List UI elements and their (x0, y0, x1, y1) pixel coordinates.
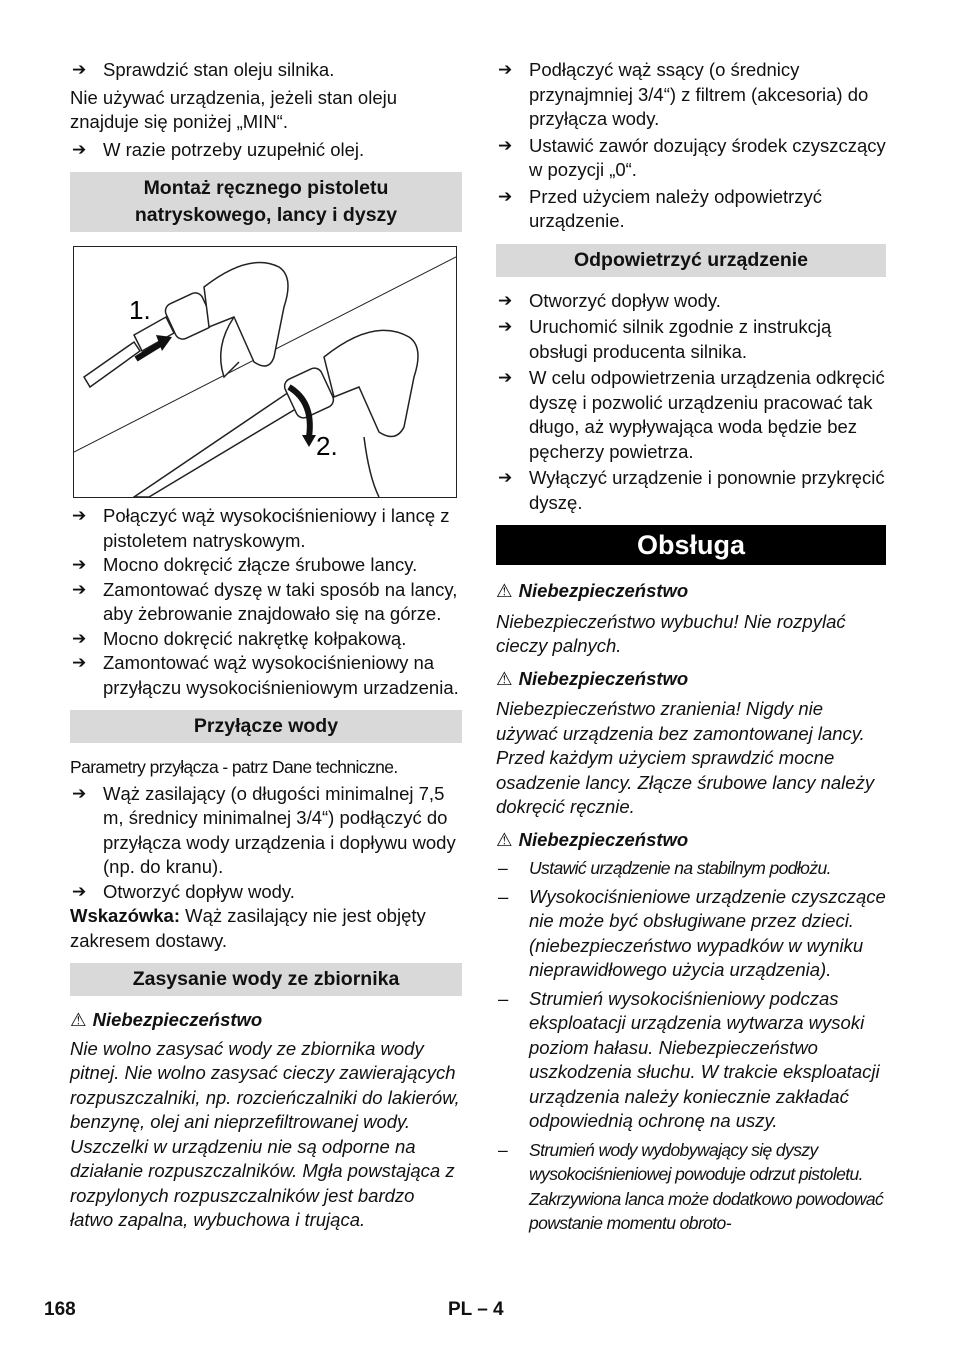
spray-gun-illustration (74, 247, 456, 497)
arrow-icon: ➔ (72, 555, 87, 574)
arrow-icon: ➔ (72, 881, 87, 901)
list-item: ➔ Podłączyć wąż ssący (o średnicy przynajmniej 3/4“) z filtrem (akcesoria) do przyłącza wody. (498, 59, 869, 129)
arrow-icon: ➔ (72, 783, 87, 803)
arrow-icon: ➔ (72, 139, 87, 159)
section-heading-mount: Montaż ręcznego pistoletu natryskowego, lancy i dyszy (70, 172, 462, 232)
arrow-icon: ➔ (72, 653, 87, 672)
list-item: – Strumień wysokociśnieniowy podczas eksploatacji urządzenia wytwarza wysoki poziom hałasu. Niebezpieczeństwo uszkodzenia słuchu. W trakcie eksploatacji urządzenia należy koniecznie zakładać odpowiednią ochronę na uszy. (498, 987, 880, 1131)
warning-triangle-icon: ⚠ (496, 667, 513, 689)
list-item: – Strumień wody wydobywający się dyszy wysokociśnieniowej powoduje odrzut pistoletu. Zakrzywiona lanca może dodatkowo powodować powstanie momentu obroto- (498, 1139, 884, 1233)
page-number: 168 (44, 1299, 76, 1320)
danger-label: ⚠ Niebezpieczeństwo (496, 667, 689, 689)
warning-triangle-icon: ⚠ (496, 828, 513, 850)
left-column (70, 58, 462, 1233)
arrow-icon: ➔ (498, 186, 513, 206)
arrow-icon: ➔ (498, 368, 513, 387)
list-item: ➔ Otworzyć dopływ wody. (70, 880, 462, 905)
right-column (496, 58, 886, 1236)
danger-text-injury: Niebezpieczeństwo zranienia! Nigdy nie używać urządzenia bez zamontowanej lancy. Przed każdym użyciem sprawdzić mocne osadzenie lancy. Złącze śrubowe lancy należy dokręcić ręcznie. (496, 698, 875, 817)
note-label: Wskazówka: (70, 905, 181, 926)
figure-label-2: 2. (316, 431, 338, 461)
tank-warning-text: Nie wolno zasysać wody ze zbiornika wody pitnej. Nie wolno zasysać cieczy zawierających rozpuszczalniki, np. rozcieńczalniki do lakierów, benzynę, olej ani nieprzefiltrowanej wody. Uszczelki w urządzeniu nie są odporne na działanie rozpuszczalników. Mgła powstająca z rozpylonych rozpuszczalników jest bardzo łatwo zapalna, wybuchowa i trująca. (70, 1037, 460, 1230)
section-heading-vent: Odpowietrzyć urządzenie (496, 244, 886, 277)
list-item: ➔ Przed użyciem należy odpowietrzyć urządzenie. (498, 185, 823, 231)
arrow-icon: ➔ (498, 290, 513, 310)
language-page-label: PL – 4 (448, 1299, 504, 1320)
spray-gun-upper (84, 263, 288, 388)
arrow-icon: ➔ (498, 468, 513, 487)
mount-steps (70, 504, 462, 700)
list-item: ➔ Wąż zasilający (o długości minimalnej 7,5 m, średnicy minimalnej 3/4“) podłączyć do przyłącza wody urządzenia i dopływu wody (np. do kranu). (72, 782, 456, 877)
note-text: Wąż zasilający nie jest objęty zakresem dostawy. (70, 905, 426, 951)
warning-triangle-icon: ⚠ (496, 580, 513, 601)
list-item: – Wysokociśnieniowe urządzenie czyszczące nie może być obsługiwane przez dzieci. (niebezpieczeństwo wypadków w wyniku nieprawidłowego użycia urządzenia). (498, 885, 886, 980)
figure-spray-gun-assembly (73, 246, 457, 498)
spray-gun-lower (134, 330, 418, 497)
list-item: ➔ Otworzyć dopływ wody. (496, 289, 886, 314)
list-item: ➔ Wyłączyć urządzenie i ponownie przykręcić dyszę. (498, 467, 885, 513)
danger-label: ⚠ Niebezpieczeństwo (70, 1009, 263, 1030)
step-refill-oil: ➔ W razie potrzeby uzupełnić olej. (70, 138, 462, 163)
section-heading-tank: Zasysanie wody ze zbiornika (70, 963, 462, 996)
figure-label-1: 1. (129, 295, 151, 325)
arrow-icon: ➔ (72, 60, 87, 79)
section-heading-operation: Obsługa (496, 525, 886, 565)
section-heading-water: Przyłącze wody (70, 710, 462, 743)
warning-triangle-icon: ⚠ (70, 1009, 87, 1030)
arrow-icon: ➔ (72, 579, 87, 599)
list-item: ➔ Mocno dokręcić nakrętkę kołpakową. (70, 627, 462, 652)
list-item: ➔ Zamontować wąż wysokociśnieniowy na przyłączu wysokociśnieniowym urzadzenia. (72, 652, 459, 698)
list-item: ➔ Połączyć wąż wysokociśnieniowy i lancę z pistoletem natryskowym. (72, 505, 450, 551)
danger-text-explosion: Niebezpieczeństwo wybuchu! Nie rozpylać cieczy palnych. (496, 610, 846, 656)
arrow-icon: ➔ (498, 135, 513, 155)
danger-label: ⚠ Niebezpieczeństwo (496, 580, 689, 601)
arrow-icon: ➔ (72, 506, 87, 525)
note (70, 904, 462, 953)
list-item: ➔ W celu odpowietrzenia urządzenia odkręcić dyszę i pozwolić urządzeniu pracować tak długo, aż wypływająca woda będzie bez pęcherzy powietrza. (498, 367, 885, 462)
water-params: Parametry przyłącza - patrz Dane techniczne. (70, 757, 398, 777)
step-check-oil: ➔ Sprawdzić stan oleju silnika. (70, 58, 462, 83)
list-item: – Ustawić urządzenie na stabilnym podłożu. (498, 858, 831, 878)
oil-note: Nie używać urządzenia, jeżeli stan oleju znajduje się poniżej „MIN“. (70, 86, 398, 132)
danger-label: ⚠ Niebezpieczeństwo (496, 828, 689, 850)
arrow-icon: ➔ (72, 628, 87, 648)
list-item: ➔ Mocno dokręcić złącze śrubowe lancy. (70, 553, 462, 578)
arrow-icon: ➔ (498, 317, 513, 336)
list-item: ➔ Zamontować dyszę w taki sposób na lancy, aby żebrowanie znajdowało się na górze. (72, 578, 458, 624)
list-item: ➔ Uruchomić silnik zgodnie z instrukcją obsługi producenta silnika. (498, 316, 832, 362)
arrow-icon: ➔ (498, 60, 513, 79)
list-item: ➔ Ustawić zawór dozujący środek czyszczący w pozycji „0“. (498, 134, 886, 180)
